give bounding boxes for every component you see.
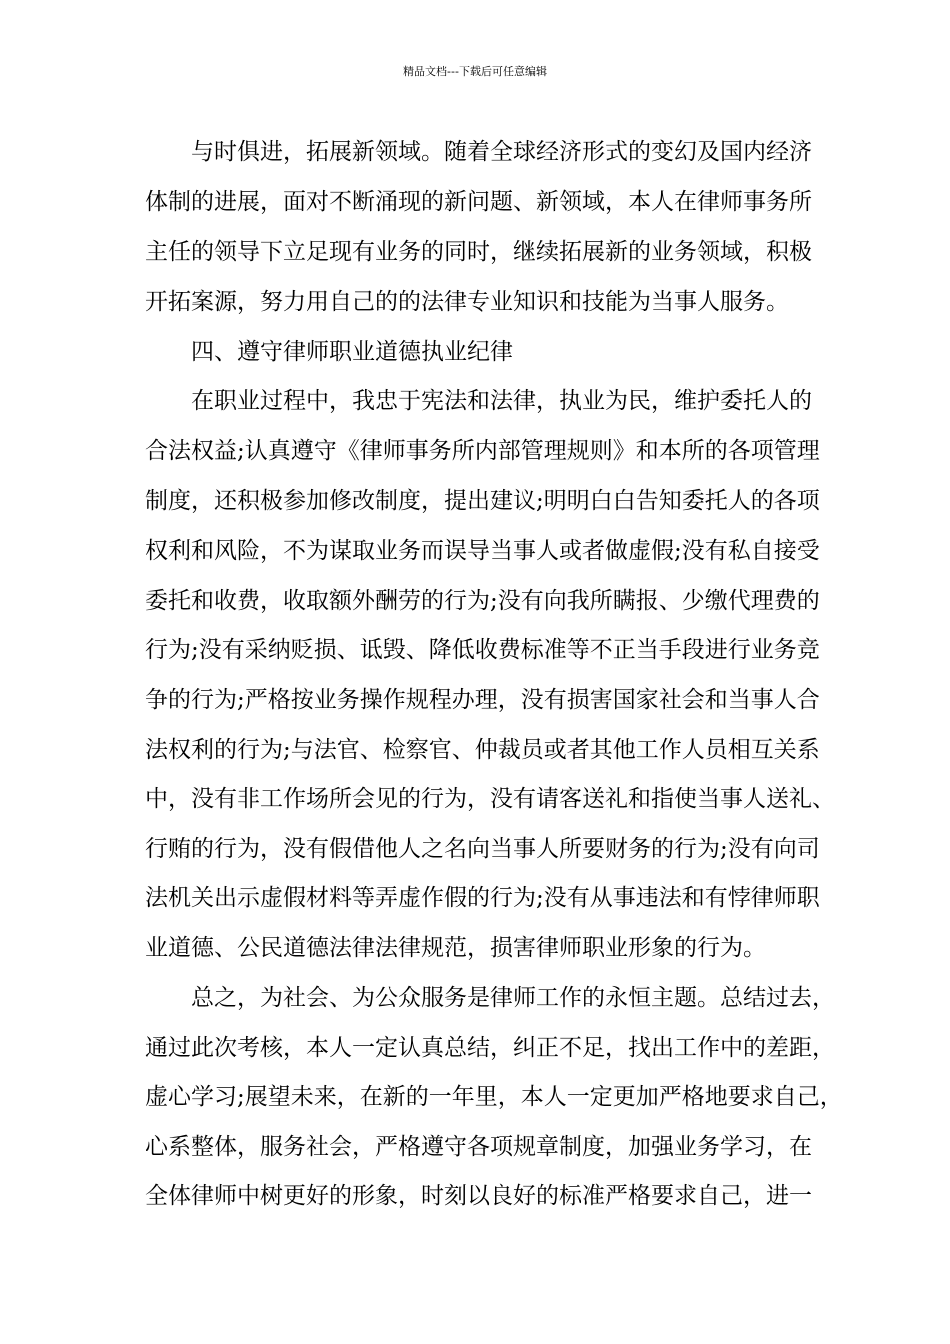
page-header: 精品文档---下载后可任意编辑	[403, 65, 547, 78]
section-heading: 四、遵守律师职业道德执业纪律	[191, 339, 513, 365]
paragraph-line: 开拓案源，努力用自己的的法律专业知识和技能为当事人服务。	[145, 289, 789, 315]
paragraph-line: 争的行为;严格按业务操作规程办理，没有损害国家社会和当事人合	[145, 687, 820, 713]
paragraph-line: 与时俱进，拓展新领域。随着全球经济形式的变幻及国内经济	[191, 139, 812, 165]
paragraph-line: 虚心学习;展望未来，在新的一年里，本人一定更加严格地要求自己，	[145, 1084, 843, 1110]
paragraph-line: 体制的进展，面对不断涌现的新问题、新领域，本人在律师事务所	[145, 189, 812, 215]
paragraph-line: 主任的领导下立足现有业务的同时，继续拓展新的业务领域，积极	[145, 239, 812, 265]
paragraph-line: 行贿的行为，没有假借他人之名向当事人所要财务的行为;没有向司	[145, 836, 820, 862]
paragraph-line: 业道德、公民道德法律法律规范，损害律师职业形象的行为。	[145, 935, 766, 961]
paragraph-line: 合法权益;认真遵守《律师事务所内部管理规则》和本所的各项管理	[145, 438, 820, 464]
paragraph-line: 法权利的行为;与法官、检察官、仲裁员或者其他工作人员相互关系	[145, 737, 820, 763]
paragraph-line: 在职业过程中，我忠于宪法和法律，执业为民，维护委托人的	[191, 388, 812, 414]
paragraph-line: 行为;没有采纳贬损、诋毁、降低收费标准等不正当手段进行业务竞	[145, 637, 820, 663]
paragraph-line: 制度，还积极参加修改制度，提出建议;明明白白告知委托人的各项	[145, 488, 820, 514]
paragraph-line: 心系整体，服务社会，严格遵守各项规章制度，加强业务学习，在	[145, 1134, 812, 1160]
paragraph-line: 总之，为社会、为公众服务是律师工作的永恒主题。总结过去，	[191, 985, 835, 1011]
paragraph-line: 全体律师中树更好的形象，时刻以良好的标准严格要求自己，进一	[145, 1183, 812, 1209]
paragraph-line: 权利和风险，不为谋取业务而误导当事人或者做虚假;没有私自接受	[145, 538, 820, 564]
paragraph-line: 法机关出示虚假材料等弄虚作假的行为;没有从事违法和有悖律师职	[145, 885, 820, 911]
paragraph-line: 委托和收费，收取额外酬劳的行为;没有向我所瞒报、少缴代理费的	[145, 588, 820, 614]
paragraph-line: 中，没有非工作场所会见的行为，没有请客送礼和指使当事人送礼、	[145, 786, 835, 812]
paragraph-line: 通过此次考核，本人一定认真总结，纠正不足，找出工作中的差距，	[145, 1035, 835, 1061]
